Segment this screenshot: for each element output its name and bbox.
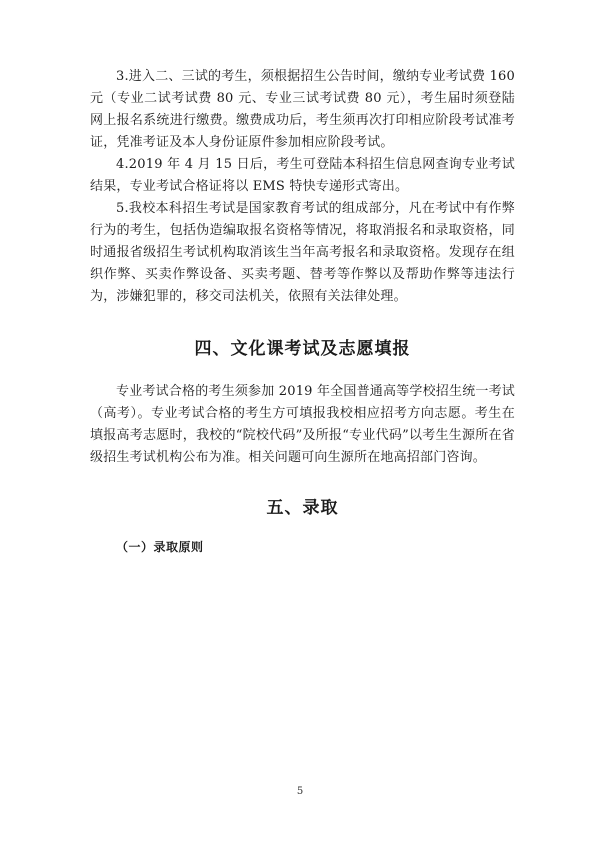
page-content: [90, 66, 515, 555]
page-number: 5: [296, 786, 304, 797]
section-heading-culture-exam: 四、文化课考试及志愿填报: [194, 339, 411, 359]
paragraph-item-3: 3.进入二、三试的考生，须根据招生公告时间，缴纳专业考试费 160 元（专业二试考试费 80 元、专业三试考试费 80 元），考生届时须登陆网上报名系统进行缴费。缴费成功后，考生须再次打印相应阶段考试准考证，凭准考证及本人身份证原件参加相应阶段考试。: [90, 69, 515, 150]
paragraph-culture-exam: 专业考试合格的考生须参加 2019 年全国普通高等学校招生统一考试（高考）。专业考试合格的考生方可填报我校相应招考方向志愿。考生在填报高考志愿时，我校的“院校代码”及所报“专业代码”以考生生源所在省级招生考试机构公布为准。相关问题可向生源所在地高招部门咨询。: [90, 384, 515, 465]
paragraph-item-5: 5.我校本科招生考试是国家教育考试的组成部分，凡在考试中有作弊行为的考生，包括伪造编取报名资格等情况，将取消报名和录取资格，同时通报省级招生考试机构取消该生当年高考报名和录取资格。发现存在组织作弊、买卖作弊设备、买卖考题、替考等作弊以及帮助作弊等违法行为，涉嫌犯罪的，移交司法机关，依照有关法律处理。: [90, 201, 515, 304]
subheading-admission-principles: （一）录取原则: [116, 540, 204, 554]
section-heading-admission: 五、录取: [266, 498, 339, 518]
paragraph-item-4: 4.2019 年 4 月 15 日后，考生可登陆本科招生信息网查询专业考试结果，专业考试合格证将以 EMS 特快专递形式寄出。: [90, 157, 515, 194]
